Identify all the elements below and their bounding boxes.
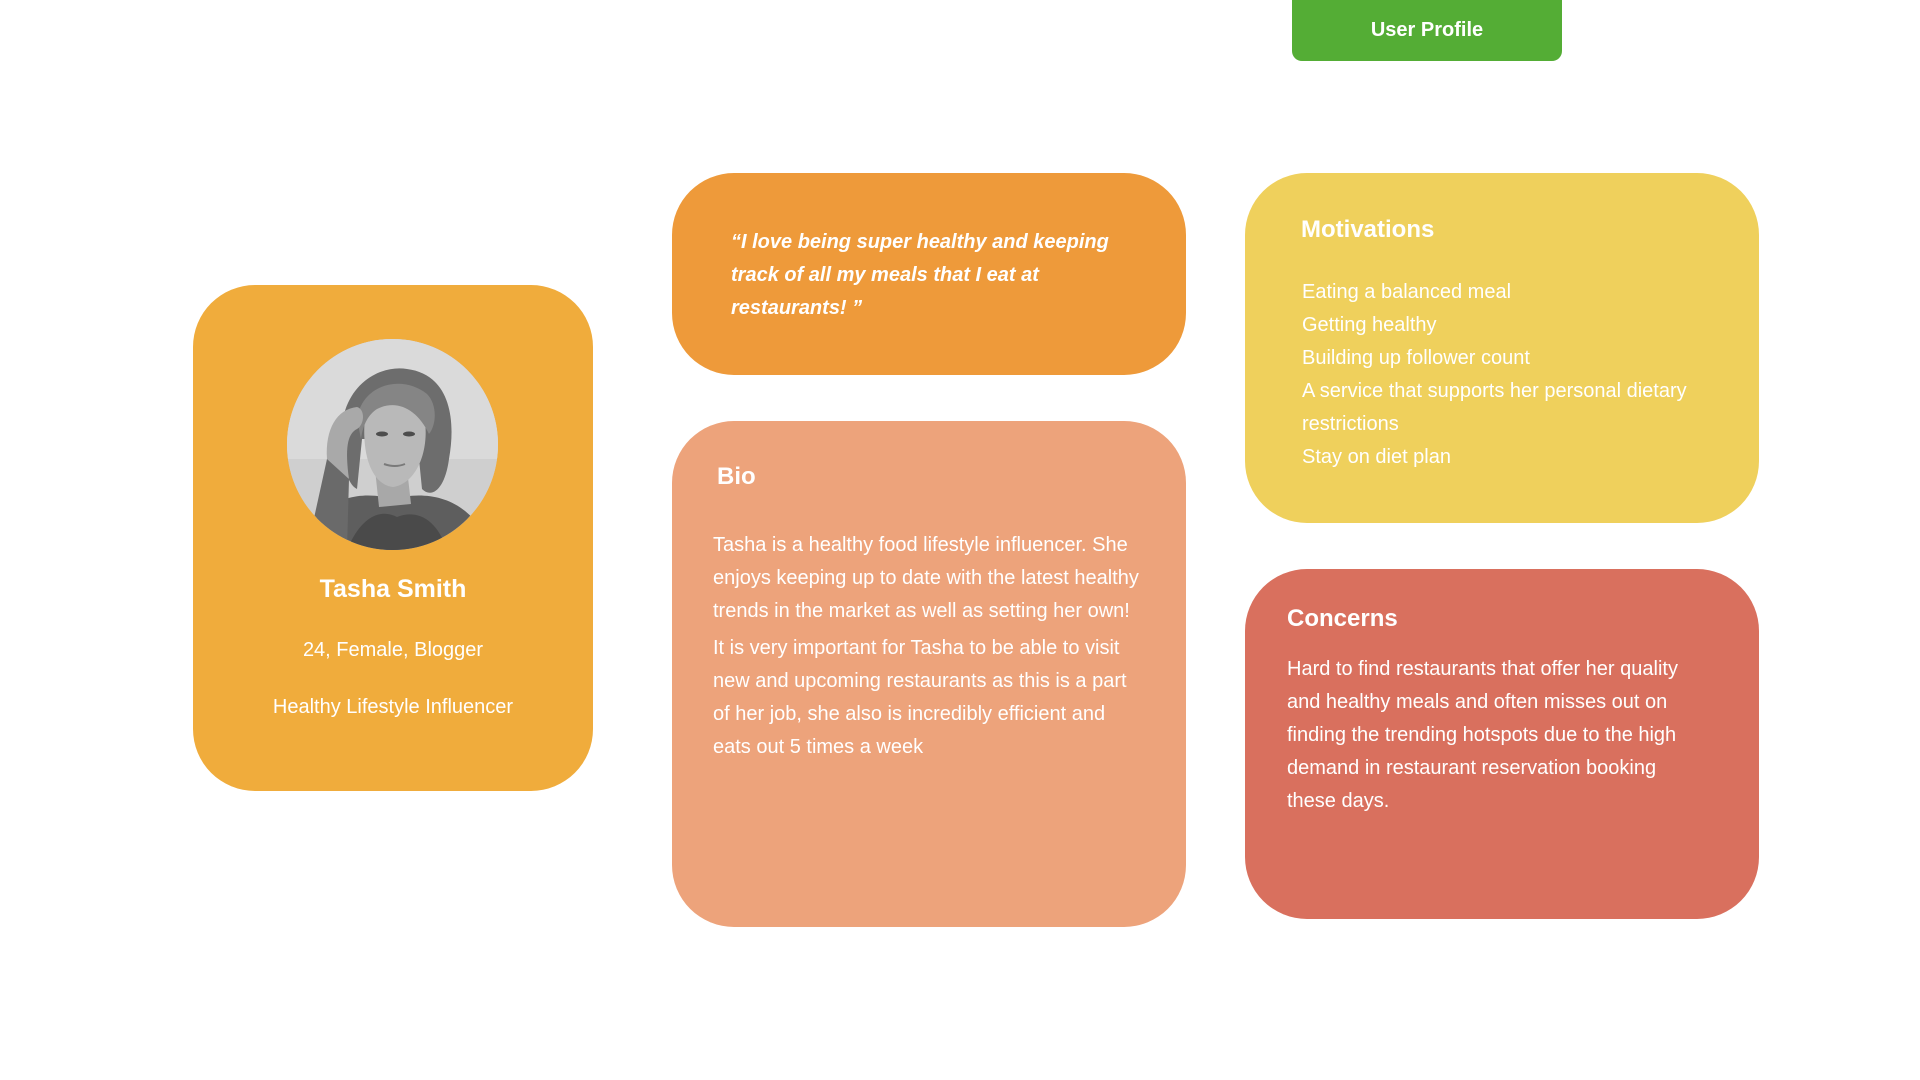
- quote-card: [672, 173, 1186, 375]
- bio-paragraph: Tasha is a healthy food lifestyle influencer. She enjoys keeping up to date with the latest healthy trends in the market as well as setting her own!: [713, 534, 1139, 622]
- motivation-item: Building up follower count: [1302, 347, 1530, 369]
- persona-role: Healthy Lifestyle Influencer: [272, 696, 514, 718]
- persona-demographics: 24, Female, Blogger: [302, 639, 484, 661]
- concerns-text: Hard to find restaurants that offer her quality and healthy meals and often misses out on finding the trending hotspots due to the high demand in restaurant reservation booking these days.: [1287, 658, 1678, 812]
- motivation-item: Eating a balanced meal: [1302, 281, 1512, 303]
- motivations-title: Motivations: [1301, 216, 1435, 243]
- concerns-card: [1245, 569, 1759, 919]
- motivations-list: [1302, 276, 1719, 474]
- concerns-title: Concerns: [1287, 605, 1398, 632]
- user-profile-button[interactable]: User Profile: [1292, 0, 1562, 61]
- avatar: [287, 339, 498, 550]
- bio-card: [672, 421, 1186, 927]
- profile-card: [193, 285, 593, 791]
- motivation-item: Stay on diet plan: [1302, 446, 1451, 468]
- persona-name: Tasha Smith: [319, 575, 467, 603]
- avatar-photo-icon: [287, 339, 498, 550]
- quote-text: “I love being super healthy and keeping track of all my meals that I eat at restaurants! ”: [731, 231, 1109, 319]
- bio-paragraph: It is very important for Tasha to be able to visit new and upcoming restaurants as this is a part of her job, she also is incredibly efficient and eats out 5 times a week: [713, 637, 1127, 758]
- motivation-item: Getting healthy: [1302, 314, 1437, 336]
- motivations-card: [1245, 173, 1759, 523]
- motivation-item: A service that supports her personal dietary restrictions: [1302, 380, 1687, 435]
- bio-title: Bio: [717, 463, 756, 490]
